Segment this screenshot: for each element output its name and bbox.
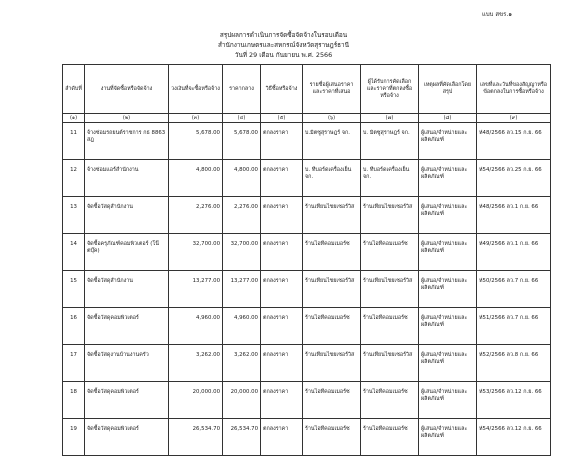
document-title: สรุปผลการดำเนินการจัดซื้อจัดจ้างในรอบเดือน: [219, 31, 348, 39]
row-median-price: 4,800.00: [223, 160, 261, 197]
row-contract: ห่51/2566 ลว.7 ก.ย. 66: [477, 308, 551, 345]
row-number: 18: [63, 382, 85, 419]
row-method: ตกลงราคา: [261, 197, 303, 234]
row-median-price: 32,700.00: [223, 234, 261, 271]
row-bidder: บ. ทีบอร์ดเครื่องเย็น จก.: [303, 160, 361, 197]
row-method: ตกลงราคา: [261, 160, 303, 197]
row-item: จัดซื้อวัสดุสำนักงาน: [85, 197, 169, 234]
row-method: ตกลงราคา: [261, 382, 303, 419]
row-item: จ้างซ่อมรถยนต์ราชการ กธ 8863 สฎ: [85, 123, 169, 160]
row-median-price: 13,277.00: [223, 271, 261, 308]
row-number: 19: [63, 419, 85, 456]
row-contract: ห่52/2566 ลว.8 ก.ย. 66: [477, 345, 551, 382]
row-contract: ห่49/2566 ลว.1 ก.ย. 66: [477, 234, 551, 271]
row-reason: ผู้เสนอ/จำหน่ายและผลิตภัณฑ์: [419, 419, 477, 456]
row-contract: ห่48/2566 ลว.15 ก.ย. 66: [477, 123, 551, 160]
row-item: จัดซื้อวัสดุสำนักงาน: [85, 271, 169, 308]
row-item: จัดซื้อครุภัณฑ์คอมพิวเตอร์ (โน๊ตบุ๊ค): [85, 234, 169, 271]
row-median-price: 4,960.00: [223, 308, 261, 345]
row-reason: ผู้เสนอ/จำหน่ายและผลิตภัณฑ์: [419, 197, 477, 234]
row-method: ตกลงราคา: [261, 234, 303, 271]
row-reason: ผู้เสนอ/จำหน่ายและผลิตภัณฑ์: [419, 234, 477, 271]
col-header-budget: วงเงินที่จะซื้อหรือจ้าง: [169, 65, 223, 114]
row-budget: 13,277.00: [169, 271, 223, 308]
table-row: [63, 123, 551, 160]
row-item: จัดซื้อวัสดุคอมพิวเตอร์: [85, 308, 169, 345]
row-bidder: ร้านเทียนไชยเซอร์วิส: [303, 271, 361, 308]
row-item: จัดซื้อวัสดุคอมพิวเตอร์: [85, 419, 169, 456]
row-contract: ห่48/2566 ลว.1 ก.ย. 66: [477, 197, 551, 234]
column-code: (๘): [419, 114, 477, 123]
row-number: 16: [63, 308, 85, 345]
row-number: 13: [63, 197, 85, 234]
row-reason: ผู้เสนอ/จำหน่ายและผลิตภัณฑ์: [419, 123, 477, 160]
procurement-table: [62, 64, 551, 456]
row-median-price: 3,262.00: [223, 345, 261, 382]
row-reason: ผู้เสนอ/จำหน่ายและผลิตภัณฑ์: [419, 382, 477, 419]
table-row: [63, 234, 551, 271]
row-bidder: ร้านไอทีคอมเมอร์ซ: [303, 419, 361, 456]
col-header-item: งานที่จัดซื้อหรือจัดจ้าง: [85, 65, 169, 114]
row-winner: ร้านเทียนไชยเซอร์วิส: [361, 271, 419, 308]
row-number: 12: [63, 160, 85, 197]
row-bidder: ร้านเทียนไชยเซอร์วิส: [303, 197, 361, 234]
column-code: (๙): [477, 114, 551, 123]
row-contract: ห่53/2566 ลว.12 ก.ย. 66: [477, 382, 551, 419]
row-number: 15: [63, 271, 85, 308]
col-header-winner: ผู้ได้รับการคัดเลือกและราคาที่ตกลงซื้อหรือจ้าง: [361, 65, 419, 114]
col-header-contract: เลขที่และวันที่ของสัญญาหรือข้อตกลงในการซื้อหรือจ้าง: [477, 65, 551, 114]
header-row: [63, 65, 551, 114]
row-median-price: 26,534.70: [223, 419, 261, 456]
row-budget: 5,678.00: [169, 123, 223, 160]
row-winner: ร้านไอทีคอมเมอร์ซ: [361, 308, 419, 345]
column-code: (๒): [85, 114, 169, 123]
table-row: [63, 197, 551, 234]
row-median-price: 2,276.00: [223, 197, 261, 234]
row-winner: บ. มิตซูสุราษฎร์ จก.: [361, 123, 419, 160]
row-winner: ร้านไอทีคอมเมอร์ซ: [361, 234, 419, 271]
table-row: [63, 419, 551, 456]
row-method: ตกลงราคา: [261, 123, 303, 160]
row-median-price: 20,000.00: [223, 382, 261, 419]
row-budget: 3,262.00: [169, 345, 223, 382]
row-bidder: ร้านไอทีคอมเมอร์ซ: [303, 308, 361, 345]
row-budget: 4,800.00: [169, 160, 223, 197]
column-code-row: [63, 114, 551, 123]
table-row: [63, 382, 551, 419]
row-method: ตกลงราคา: [261, 271, 303, 308]
row-number: 14: [63, 234, 85, 271]
row-contract: ห่50/2566 ลว.7 ก.ย. 66: [477, 271, 551, 308]
row-reason: ผู้เสนอ/จำหน่ายและผลิตภัณฑ์: [419, 345, 477, 382]
column-code: (๖): [303, 114, 361, 123]
row-median-price: 5,678.00: [223, 123, 261, 160]
column-code: (๓): [169, 114, 223, 123]
row-reason: ผู้เสนอ/จำหน่ายและผลิตภัณฑ์: [419, 271, 477, 308]
row-number: 17: [63, 345, 85, 382]
row-winner: ร้านเทียนไชยเซอร์วิส: [361, 197, 419, 234]
row-budget: 20,000.00: [169, 382, 223, 419]
agency-name: สำนักงานเกษตรและสหกรณ์จังหวัดสุราษฎร์ธานี: [218, 41, 349, 49]
row-budget: 32,700.00: [169, 234, 223, 271]
row-contract: ห่54/2566 ลว.25 ก.ย. 66: [477, 160, 551, 197]
column-code: (๗): [361, 114, 419, 123]
row-number: 11: [63, 123, 85, 160]
row-method: ตกลงราคา: [261, 419, 303, 456]
row-winner: ร้านเทียนไชยเซอร์วิส: [361, 345, 419, 382]
row-method: ตกลงราคา: [261, 345, 303, 382]
row-item: จัดซื้อวัสดุคอมพิวเตอร์: [85, 382, 169, 419]
row-item: จัดซื้อวัสดุงานบ้านงานครัว: [85, 345, 169, 382]
table-row: [63, 308, 551, 345]
col-header-bidders: รายชื่อผู้เสนอราคาและราคาที่เสนอ: [303, 65, 361, 114]
row-budget: 2,276.00: [169, 197, 223, 234]
row-bidder: ร้านไอทีคอมเมอร์ซ: [303, 382, 361, 419]
table-row: [63, 160, 551, 197]
row-budget: 26,534.70: [169, 419, 223, 456]
row-winner: ร้านไอทีคอมเมอร์ซ: [361, 382, 419, 419]
row-reason: ผู้เสนอ/จำหน่ายและผลิตภัณฑ์: [419, 308, 477, 345]
row-bidder: ร้านเทียนไชยเซอร์วิส: [303, 345, 361, 382]
column-code: (๕): [261, 114, 303, 123]
col-header-method: วิธีซื้อหรือจ้าง: [261, 65, 303, 114]
form-code: แบบ สขร.๑: [482, 11, 513, 18]
table-row: [63, 271, 551, 308]
column-code: (๔): [223, 114, 261, 123]
row-budget: 4,960.00: [169, 308, 223, 345]
col-header-no: ลำดับที่: [63, 65, 85, 114]
row-winner: ร้านไอทีคอมเมอร์ซ: [361, 419, 419, 456]
row-bidder: ร้านไอทีคอมเมอร์ซ: [303, 234, 361, 271]
document-date: วันที่ 29 เดือน กันยายน พ.ศ. 2566: [234, 51, 333, 59]
row-method: ตกลงราคา: [261, 308, 303, 345]
col-header-reason: เหตุผลที่คัดเลือกโดยสรุป: [419, 65, 477, 114]
table-row: [63, 345, 551, 382]
row-item: จ้างซ่อมแอร์สำนักงาน: [85, 160, 169, 197]
row-winner: บ. ทีบอร์ดเครื่องเย็น จก.: [361, 160, 419, 197]
column-code: (๑): [63, 114, 85, 123]
row-contract: ห่54/2566 ลว.12 ก.ย. 66: [477, 419, 551, 456]
row-reason: ผู้เสนอ/จำหน่ายและผลิตภัณฑ์: [419, 160, 477, 197]
row-bidder: บ.มิตซูสุราษฎร์ จก.: [303, 123, 361, 160]
col-header-median-price: ราคากลาง: [223, 65, 261, 114]
